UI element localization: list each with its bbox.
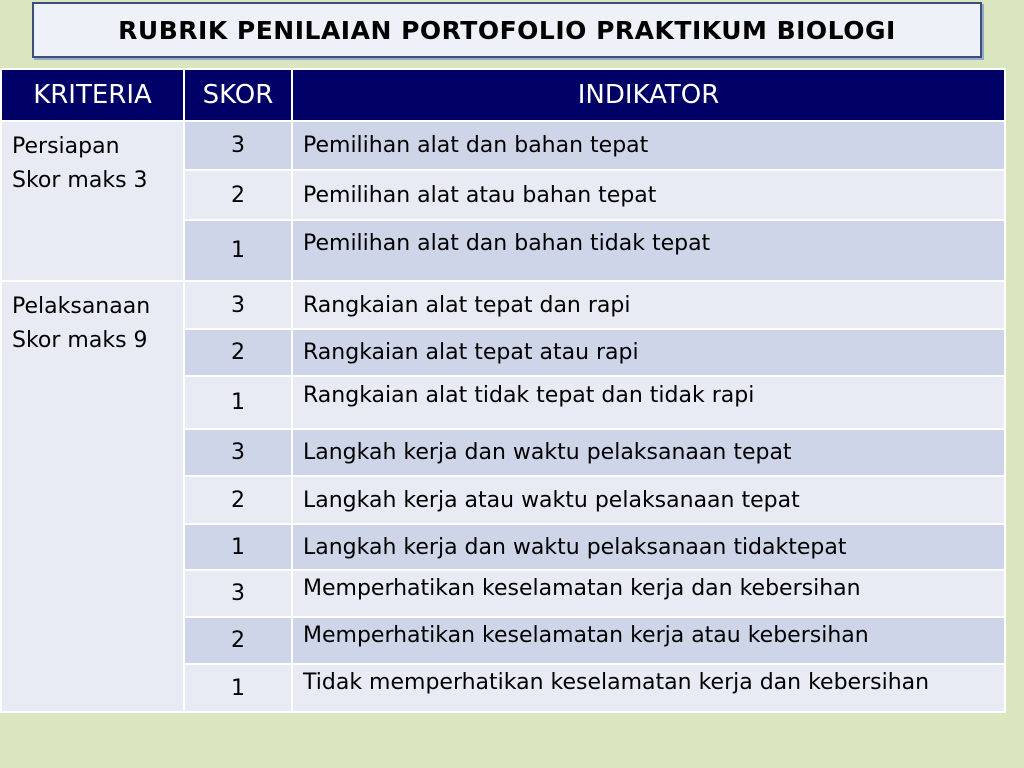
kriteria-cell (1, 121, 184, 281)
header-indikator: INDIKATOR (292, 69, 1005, 121)
skor-cell: 3 (184, 429, 292, 476)
page-title: RUBRIK PENILAIAN PORTOFOLIO PRAKTIKUM BIOLOGI (118, 15, 896, 45)
indikator-cell: Rangkaian alat tepat dan rapi (292, 281, 1005, 329)
indikator-cell: Pemilihan alat dan bahan tepat (292, 121, 1005, 170)
skor-cell: 2 (184, 476, 292, 524)
indikator-cell: Pemilihan alat dan bahan tidak tepat (292, 220, 1005, 281)
skor-cell: 1 (184, 664, 292, 712)
indikator-cell: Memperhatikan keselamatan kerja atau kebersihan (292, 617, 1005, 664)
kriteria-name: Persiapan (12, 134, 120, 159)
kriteria-max-score: Skor maks 3 (12, 168, 148, 193)
kriteria-name: Pelaksanaan (12, 294, 151, 319)
rubric-table (0, 68, 1006, 713)
kriteria-max-score: Skor maks 9 (12, 328, 148, 353)
indikator-cell: Rangkaian alat tidak tepat dan tidak rapi (292, 376, 1005, 429)
skor-cell: 2 (184, 617, 292, 664)
title-box (32, 2, 982, 58)
indikator-cell: Pemilihan alat atau bahan tepat (292, 170, 1005, 219)
skor-cell: 3 (184, 570, 292, 617)
indikator-cell: Langkah kerja dan waktu pelaksanaan tepat (292, 429, 1005, 476)
indikator-cell: Langkah kerja dan waktu pelaksanaan tidaktepat (292, 524, 1005, 570)
kriteria-cell (1, 281, 184, 712)
indikator-cell: Memperhatikan keselamatan kerja dan kebersihan (292, 570, 1005, 617)
table-row (1, 121, 1005, 170)
skor-cell: 1 (184, 376, 292, 429)
indikator-cell: Tidak memperhatikan keselamatan kerja dan kebersihan (292, 664, 1005, 712)
skor-cell: 2 (184, 170, 292, 219)
indikator-cell: Langkah kerja atau waktu pelaksanaan tepat (292, 476, 1005, 524)
header-row (1, 69, 1005, 121)
skor-cell: 3 (184, 121, 292, 170)
header-skor: SKOR (184, 69, 292, 121)
skor-cell: 3 (184, 281, 292, 329)
skor-cell: 1 (184, 524, 292, 570)
header-kriteria: KRITERIA (1, 69, 184, 121)
skor-cell: 2 (184, 329, 292, 376)
indikator-cell: Rangkaian alat tepat atau rapi (292, 329, 1005, 376)
table-row (1, 281, 1005, 329)
skor-cell: 1 (184, 220, 292, 281)
